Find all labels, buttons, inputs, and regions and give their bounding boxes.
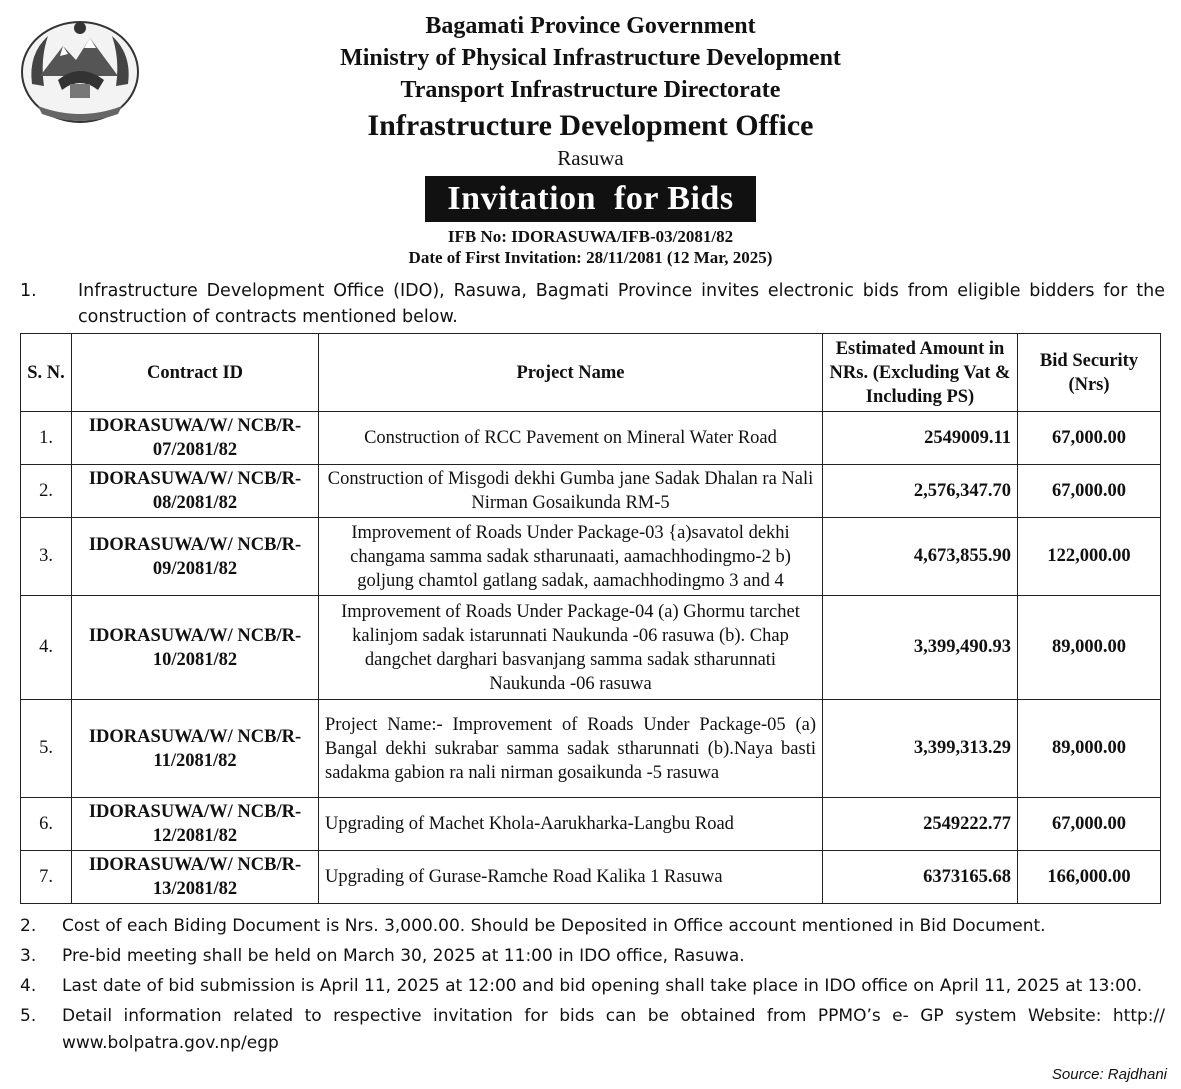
row-project-name: Improvement of Roads Under Package-03 {a)savatol dekhi changama samma sadak stharunaati, aamachhodingmo-2 b) goljung chamtol gatlang sadak, aamachhodingmo 3 and 4	[319, 518, 823, 596]
header-sn: S. N.	[21, 334, 72, 412]
row-amount: 2,576,347.70	[823, 465, 1018, 518]
row-project-name: Construction of Misgodi dekhi Gumba jane Sadak Dhalan ra Nali Nirman Gosaikunda RM-5	[319, 465, 823, 518]
list-item	[20, 1001, 1165, 1057]
source-credit: Source: Rajdhani	[1051, 1066, 1167, 1083]
row-project-name: Project Name:- Improvement of Roads Under Package-05 (a) Bangal dekhi sukrabar samma sadak stharunnati (b).Naya basti sadakma gabion ra nali nirman gosaikunda -5 rasuwa	[319, 700, 823, 798]
contracts-table	[20, 333, 1161, 904]
table-row	[21, 700, 1161, 798]
row-security: 67,000.00	[1018, 798, 1161, 851]
header-security: Bid Security (Nrs)	[1018, 334, 1161, 412]
ministry-name: Ministry of Physical Infrastructure Development	[340, 45, 841, 71]
row-project-name: Improvement of Roads Under Package-04 (a) Ghormu tarchet kalinjom sadak istarunnati Naukunda -06 rasuwa (b). Chap dangchet darghari basvanjang samma sadak stharunnati Naukunda -06 rasuwa	[319, 596, 823, 700]
row-contract-id: IDORASUWA/W/ NCB/R-10/2081/82	[72, 596, 319, 700]
ifb-number: IFB No: IDORASUWA/IFB-03/2081/82	[447, 227, 734, 246]
row-amount: 6373165.68	[823, 851, 1018, 904]
row-contract-id: IDORASUWA/W/ NCB/R-08/2081/82	[72, 465, 319, 518]
row-security: 67,000.00	[1018, 465, 1161, 518]
intro-number: 1.	[20, 281, 37, 301]
table-row	[21, 596, 1161, 700]
province-government: Bagamati Province Government	[425, 13, 756, 39]
row-project-name: Upgrading of Machet Khola-Aarukharka-Langbu Road	[319, 798, 823, 851]
row-contract-id: IDORASUWA/W/ NCB/R-12/2081/82	[72, 798, 319, 851]
row-security: 67,000.00	[1018, 412, 1161, 465]
header-project-name: Project Name	[319, 334, 823, 412]
row-amount: 3,399,490.93	[823, 596, 1018, 700]
note-text: Pre-bid meeting shall be held on March 30, 2025 at 11:00 in IDO office, Rasuwa.	[62, 946, 745, 966]
row-sn: 5.	[21, 700, 72, 798]
header-amount: Estimated Amount in NRs. (Excluding Vat & Including PS)	[823, 334, 1018, 412]
row-sn: 7.	[21, 851, 72, 904]
row-sn: 4.	[21, 596, 72, 700]
note-number: 5.	[20, 1006, 37, 1026]
table-row	[21, 851, 1161, 904]
notes-list	[20, 911, 1165, 1057]
table-row	[21, 518, 1161, 596]
table-row	[21, 412, 1161, 465]
row-project-name: Construction of RCC Pavement on Mineral Water Road	[319, 412, 823, 465]
row-sn: 2.	[21, 465, 72, 518]
row-sn: 6.	[21, 798, 72, 851]
row-contract-id: IDORASUWA/W/ NCB/R-11/2081/82	[72, 700, 319, 798]
table-row	[21, 465, 1161, 518]
list-item	[20, 941, 1165, 971]
note-text: Detail information related to respective invitation for bids can be obtained from PPMO’s e- GP system Website: http:// www.bolpatra.gov.np/egp	[62, 1006, 1165, 1053]
note-number: 4.	[20, 976, 37, 996]
row-contract-id: IDORASUWA/W/ NCB/R-07/2081/82	[72, 412, 319, 465]
table-header-row	[21, 334, 1161, 412]
row-amount: 3,399,313.29	[823, 700, 1018, 798]
office-name: Infrastructure Development Office	[367, 109, 814, 142]
first-invitation-date: Date of First Invitation: 28/11/2081 (12 Mar, 2025)	[408, 248, 773, 267]
row-security: 122,000.00	[1018, 518, 1161, 596]
row-contract-id: IDORASUWA/W/ NCB/R-09/2081/82	[72, 518, 319, 596]
office-location: Rasuwa	[557, 146, 624, 170]
row-amount: 2549222.77	[823, 798, 1018, 851]
notice-title: Invitation for Bids	[425, 176, 755, 222]
row-security: 166,000.00	[1018, 851, 1161, 904]
list-item	[20, 911, 1165, 941]
row-contract-id: IDORASUWA/W/ NCB/R-13/2081/82	[72, 851, 319, 904]
notice-header	[0, 10, 1181, 268]
list-item	[20, 971, 1165, 1001]
row-security: 89,000.00	[1018, 700, 1161, 798]
note-text: Cost of each Biding Document is Nrs. 3,000.00. Should be Deposited in Office account mentioned in Bid Document.	[62, 916, 1046, 936]
note-text: Last date of bid submission is April 11, 2025 at 12:00 and bid opening shall take place in IDO office on April 11, 2025 at 13:00.	[62, 976, 1143, 996]
intro-text: Infrastructure Development Office (IDO), Rasuwa, Bagmati Province invites electronic bids from eligible bidders for the construction of contracts mentioned below.	[78, 281, 1165, 327]
row-security: 89,000.00	[1018, 596, 1161, 700]
table-row	[21, 798, 1161, 851]
row-amount: 2549009.11	[823, 412, 1018, 465]
row-sn: 3.	[21, 518, 72, 596]
note-number: 2.	[20, 916, 37, 936]
row-sn: 1.	[21, 412, 72, 465]
header-contract-id: Contract ID	[72, 334, 319, 412]
intro-paragraph	[20, 278, 1165, 330]
row-project-name: Upgrading of Gurase-Ramche Road Kalika 1 Rasuwa	[319, 851, 823, 904]
row-amount: 4,673,855.90	[823, 518, 1018, 596]
note-number: 3.	[20, 946, 37, 966]
directorate-name: Transport Infrastructure Directorate	[400, 77, 781, 103]
